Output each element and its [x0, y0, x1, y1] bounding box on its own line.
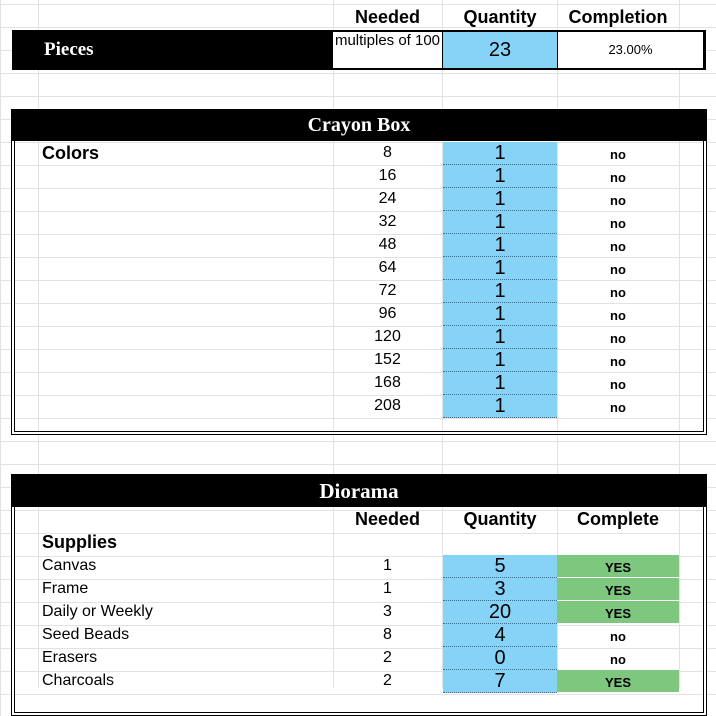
header-needed: Needed: [354, 7, 421, 27]
crayon-status-cell[interactable]: no: [610, 170, 626, 185]
header-quantity: Quantity: [463, 7, 537, 27]
supply-status-cell[interactable]: no: [610, 629, 626, 644]
crayon-needed-cell[interactable]: 120: [374, 328, 401, 345]
crayon-status-cell[interactable]: no: [610, 285, 626, 300]
crayon-quantity-cell[interactable]: 1: [443, 257, 557, 280]
supply-needed-cell[interactable]: 1: [383, 580, 392, 597]
pieces-label: Pieces: [44, 39, 94, 60]
crayon-needed-cell[interactable]: 48: [378, 236, 397, 253]
diorama-title: Diorama: [12, 475, 706, 507]
supply-quantity-cell[interactable]: 7: [443, 670, 557, 693]
crayon-quantity-cell[interactable]: 1: [443, 188, 557, 211]
crayon-status-cell[interactable]: no: [610, 239, 626, 254]
crayon-needed-cell[interactable]: 16: [378, 167, 397, 184]
supply-label[interactable]: Frame: [42, 580, 89, 597]
crayon-quantity-cell[interactable]: 1: [443, 372, 557, 395]
pieces-needed[interactable]: multiples of 100: [333, 32, 442, 68]
header-completion: Completion: [568, 7, 668, 27]
crayon-needed-cell[interactable]: 32: [378, 213, 397, 230]
crayon-needed-cell[interactable]: 152: [374, 351, 401, 368]
crayon-status-cell[interactable]: no: [610, 216, 626, 231]
crayon-status-cell[interactable]: no: [610, 354, 626, 369]
diorama-header-quantity: Quantity: [463, 509, 537, 529]
supply-quantity-cell[interactable]: 20: [443, 601, 557, 624]
supply-quantity-cell[interactable]: 3: [443, 578, 557, 601]
crayon-box-title: Crayon Box: [12, 110, 706, 141]
crayon-needed-cell[interactable]: 168: [374, 374, 401, 391]
diorama-header-needed: Needed: [354, 509, 421, 529]
crayon-needed-cell[interactable]: 64: [378, 259, 397, 276]
crayon-status-cell[interactable]: no: [610, 400, 626, 415]
supply-label[interactable]: Daily or Weekly: [42, 603, 153, 620]
crayon-needed-cell[interactable]: 208: [374, 397, 401, 414]
pieces-quantity[interactable]: 23: [443, 32, 557, 68]
supply-status-cell[interactable]: no: [610, 652, 626, 667]
pieces-completion[interactable]: 23.00%: [558, 32, 703, 68]
crayon-needed-cell[interactable]: 96: [378, 305, 397, 322]
crayon-quantity-cell[interactable]: 1: [443, 142, 557, 165]
crayon-quantity-cell[interactable]: 1: [443, 234, 557, 257]
crayon-status-cell[interactable]: no: [610, 193, 626, 208]
crayon-quantity-cell[interactable]: 1: [443, 303, 557, 326]
supply-label[interactable]: Canvas: [42, 557, 97, 574]
supply-label[interactable]: Erasers: [42, 649, 98, 666]
supply-status-cell[interactable]: YES: [557, 578, 679, 600]
supply-quantity-cell[interactable]: 4: [443, 624, 557, 647]
supply-needed-cell[interactable]: 3: [383, 603, 392, 620]
crayon-quantity-cell[interactable]: 1: [443, 326, 557, 349]
crayon-quantity-cell[interactable]: 1: [443, 211, 557, 234]
crayon-quantity-cell[interactable]: 1: [443, 165, 557, 188]
supply-status-cell[interactable]: YES: [557, 670, 679, 692]
crayon-status-cell[interactable]: no: [610, 331, 626, 346]
crayon-status-cell[interactable]: no: [610, 308, 626, 323]
supply-status-cell[interactable]: YES: [557, 601, 679, 623]
supplies-label: Supplies: [42, 532, 118, 552]
colors-label: Colors: [42, 143, 100, 163]
crayon-quantity-cell[interactable]: 1: [443, 349, 557, 372]
supply-needed-cell[interactable]: 2: [383, 672, 392, 689]
crayon-needed-cell[interactable]: 24: [378, 190, 397, 207]
crayon-status-cell[interactable]: no: [610, 147, 626, 162]
supply-needed-cell[interactable]: 8: [383, 626, 392, 643]
crayon-needed-cell[interactable]: 8: [383, 144, 392, 161]
supply-needed-cell[interactable]: 2: [383, 649, 392, 666]
supply-quantity-cell[interactable]: 5: [443, 555, 557, 578]
supply-needed-cell[interactable]: 1: [383, 557, 392, 574]
supply-status-cell[interactable]: YES: [557, 555, 679, 577]
crayon-needed-cell[interactable]: 72: [378, 282, 397, 299]
crayon-status-cell[interactable]: no: [610, 262, 626, 277]
supply-label[interactable]: Seed Beads: [42, 626, 130, 643]
diorama-header-complete: Complete: [576, 509, 659, 529]
crayon-status-cell[interactable]: no: [610, 377, 626, 392]
crayon-quantity-cell[interactable]: 1: [443, 395, 557, 418]
supply-quantity-cell[interactable]: 0: [443, 647, 557, 670]
supply-label[interactable]: Charcoals: [42, 672, 115, 689]
crayon-quantity-cell[interactable]: 1: [443, 280, 557, 303]
